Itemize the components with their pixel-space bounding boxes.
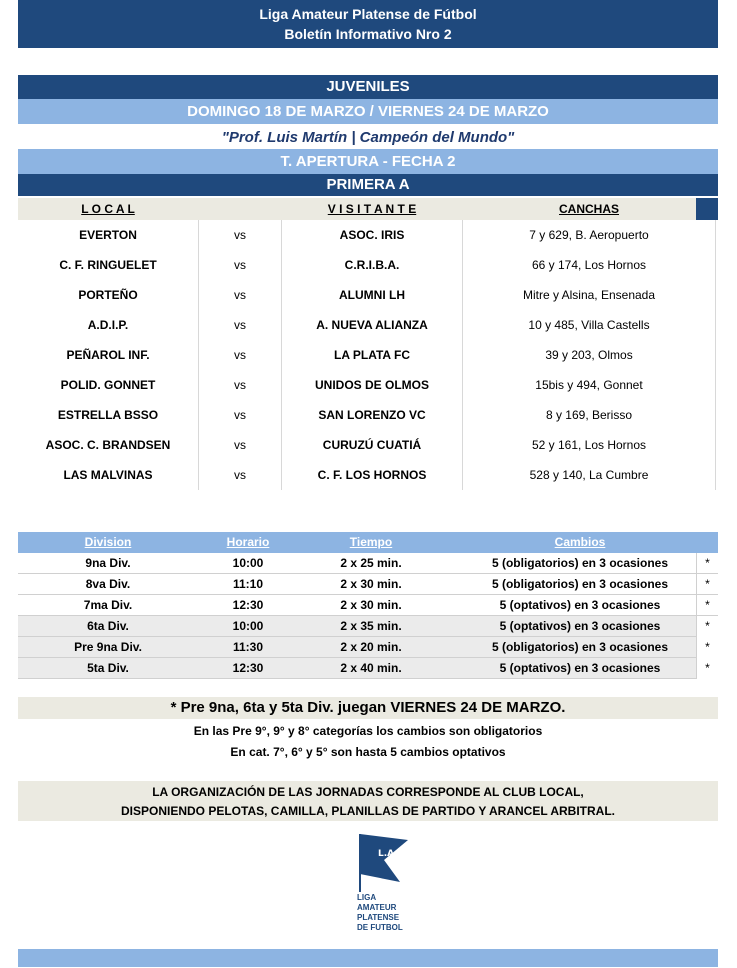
logo-flag-text: L.A.P. xyxy=(378,849,407,859)
asterisk-mark: * xyxy=(696,658,718,679)
division-name: 5ta Div. xyxy=(87,661,129,675)
division-name: 7ma Div. xyxy=(83,598,133,612)
table-row xyxy=(18,370,718,400)
field-address: 52 y 161, Los Hornos xyxy=(462,430,716,460)
note-mandatory-changes: En las Pre 9°, 9° y 8° categorías los cambios son obligatorios xyxy=(193,724,543,738)
visitor-team: UNIDOS DE OLMOS xyxy=(314,378,429,392)
visitor-team: A. NUEVA ALIANZA xyxy=(316,318,428,332)
tournament-round: T. APERTURA - FECHA 2 xyxy=(18,149,718,174)
visitor-team: LA PLATA FC xyxy=(334,348,410,362)
division-changes: 5 (obligatorios) en 3 ocasiones xyxy=(491,577,669,591)
local-team: ESTRELLA BSSO xyxy=(57,408,159,422)
local-team: EVERTON xyxy=(79,228,137,242)
header-division: Division xyxy=(84,535,132,549)
table-row xyxy=(18,637,718,658)
logo-line: LIGA xyxy=(357,893,377,902)
division-changes: 5 (optativos) en 3 ocasiones xyxy=(499,598,661,612)
vs-label: vs xyxy=(198,310,282,340)
asterisk-mark: * xyxy=(696,553,718,574)
table-row xyxy=(18,220,718,250)
header-visitor: V I S I T A N T E xyxy=(327,202,417,216)
divisions-header xyxy=(18,532,718,553)
header-field: CANCHAS xyxy=(559,202,619,216)
logo-line: AMATEUR xyxy=(357,903,397,912)
matches-header xyxy=(18,198,696,220)
asterisk-mark: * xyxy=(696,574,718,595)
table-row xyxy=(18,400,718,430)
dates-banner: DOMINGO 18 DE MARZO / VIERNES 24 DE MARZO xyxy=(18,99,718,124)
division-duration: 2 x 40 min. xyxy=(340,661,402,675)
field-address: 528 y 140, La Cumbre xyxy=(462,460,716,490)
division-name: 9na Div. xyxy=(85,556,131,570)
division-changes: 5 (optativos) en 3 ocasiones xyxy=(499,661,661,675)
table-row xyxy=(18,658,718,679)
header-duration: Tiempo xyxy=(349,535,393,549)
table-row xyxy=(18,553,718,574)
visitor-team: CURUZÚ CUATIÁ xyxy=(322,438,422,452)
local-team: POLID. GONNET xyxy=(60,378,156,392)
dedication-line: "Prof. Luis Martín | Campeón del Mundo" xyxy=(221,129,515,146)
division-duration: 2 x 20 min. xyxy=(340,640,402,654)
division-duration: 2 x 35 min. xyxy=(340,619,402,633)
vs-label: vs xyxy=(198,370,282,400)
logo-line: DE FUTBOL xyxy=(357,923,403,932)
bulletin-header xyxy=(18,0,718,48)
logo-wordmark xyxy=(357,893,403,933)
visitor-team: ALUMNI LH xyxy=(339,288,405,302)
division-time: 10:00 xyxy=(232,619,264,633)
division-time: 12:30 xyxy=(232,661,264,675)
division-time: 12:30 xyxy=(232,598,264,612)
vs-label: vs xyxy=(198,430,282,460)
vs-label: vs xyxy=(198,280,282,310)
division-name: Pre 9na Div. xyxy=(74,640,142,654)
field-address: 7 y 629, B. Aeropuerto xyxy=(462,220,716,250)
note-optional-changes: En cat. 7°, 6° y 5° son hasta 5 cambios optativos xyxy=(230,745,506,759)
division-duration: 2 x 25 min. xyxy=(340,556,402,570)
header-changes: Cambios xyxy=(554,535,606,549)
division-time: 11:30 xyxy=(232,640,264,654)
division-changes: 5 (obligatorios) en 3 ocasiones xyxy=(491,556,669,570)
division-time: 11:10 xyxy=(232,577,264,591)
matches-table xyxy=(18,220,718,490)
asterisk-mark: * xyxy=(696,637,718,658)
asterisk-mark: * xyxy=(696,595,718,616)
table-row xyxy=(18,310,718,340)
field-address: 66 y 174, Los Hornos xyxy=(462,250,716,280)
visitor-team: C.R.I.B.A. xyxy=(344,258,400,272)
table-row xyxy=(18,250,718,280)
footer-bar xyxy=(18,949,718,967)
asterisk-mark: * xyxy=(696,616,718,637)
divisions-table xyxy=(18,532,718,679)
category-title: JUVENILES xyxy=(18,75,718,99)
visitor-team: C. F. LOS HORNOS xyxy=(317,468,427,482)
vs-label: vs xyxy=(198,460,282,490)
division-time: 10:00 xyxy=(232,556,264,570)
organization-line-2: DISPONIENDO PELOTAS, CAMILLA, PLANILLAS DE PARTIDO Y ARANCEL ARBITRAL. xyxy=(120,804,615,818)
table-row xyxy=(18,280,718,310)
league-name: Liga Amateur Platense de Fútbol xyxy=(259,6,477,22)
table-row xyxy=(18,430,718,460)
header-time: Horario xyxy=(226,535,270,549)
local-team: C. F. RINGUELET xyxy=(59,258,157,272)
table-row xyxy=(18,595,718,616)
division-duration: 2 x 30 min. xyxy=(340,598,402,612)
vs-label: vs xyxy=(198,250,282,280)
division-changes: 5 (optativos) en 3 ocasiones xyxy=(499,619,661,633)
organization-line-1: LA ORGANIZACIÓN DE LAS JORNADAS CORRESPONDE AL CLUB LOCAL, xyxy=(152,785,584,799)
table-row xyxy=(18,340,718,370)
table-row xyxy=(18,574,718,595)
local-team: ASOC. C. BRANDSEN xyxy=(45,438,171,452)
logo-line: PLATENSE xyxy=(357,913,400,922)
division-name: 8va Div. xyxy=(85,577,131,591)
header-accent-block xyxy=(696,198,718,220)
visitor-team: SAN LORENZO VC xyxy=(318,408,426,422)
field-address: 15bis y 494, Gonnet xyxy=(462,370,716,400)
division-title: PRIMERA A xyxy=(18,174,718,196)
bulletin-number: Boletín Informativo Nro 2 xyxy=(284,26,452,42)
header-local: L O C A L xyxy=(81,202,135,216)
field-address: 10 y 485, Villa Castells xyxy=(462,310,716,340)
local-team: PORTEÑO xyxy=(78,288,138,302)
division-changes: 5 (obligatorios) en 3 ocasiones xyxy=(491,640,669,654)
vs-label: vs xyxy=(198,220,282,250)
local-team: PEÑAROL INF. xyxy=(66,348,150,362)
field-address: 8 y 169, Berisso xyxy=(462,400,716,430)
division-duration: 2 x 30 min. xyxy=(340,577,402,591)
local-team: A.D.I.P. xyxy=(87,318,129,332)
friday-note: * Pre 9na, 6ta y 5ta Div. juegan VIERNES 24 DE MARZO. xyxy=(18,697,718,719)
visitor-team: ASOC. IRIS xyxy=(339,228,405,242)
vs-label: vs xyxy=(198,400,282,430)
table-row xyxy=(18,616,718,637)
field-address: 39 y 203, Olmos xyxy=(462,340,716,370)
field-address: Mitre y Alsina, Ensenada xyxy=(462,280,716,310)
vs-label: vs xyxy=(198,340,282,370)
table-row xyxy=(18,460,718,490)
organization-notice xyxy=(18,781,718,821)
division-name: 6ta Div. xyxy=(87,619,129,633)
local-team: LAS MALVINAS xyxy=(63,468,153,482)
